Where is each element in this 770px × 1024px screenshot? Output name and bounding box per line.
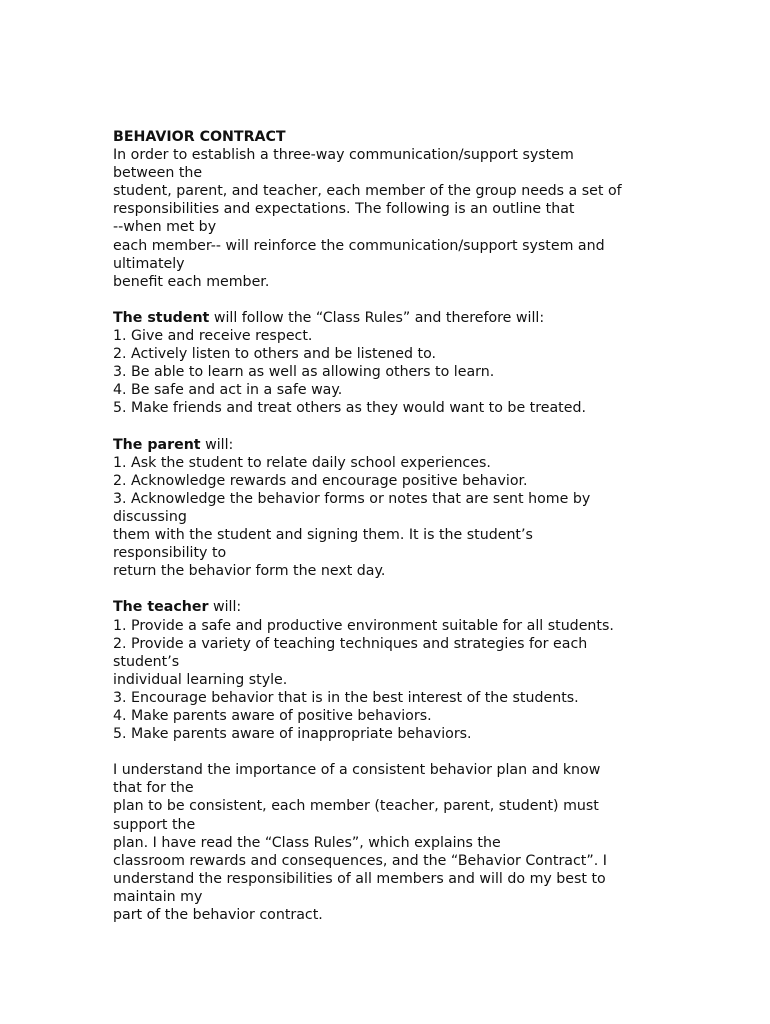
parent-heading xyxy=(113,436,673,454)
teacher-heading-bold: The teacher xyxy=(113,599,209,616)
intro-line: In order to establish a three-way communication/support system xyxy=(113,147,574,164)
parent-list-item: return the behavior form the next day. xyxy=(113,563,386,580)
intro-line: responsibilities and expectations. The following is an outline that xyxy=(113,201,575,218)
closing-line: plan. I have read the “Class Rules”, which explains the xyxy=(113,834,501,851)
closing-line: understand the responsibilities of all members and will do my best to xyxy=(113,870,606,887)
closing-line: I understand the importance of a consistent behavior plan and know xyxy=(113,762,601,779)
parent-heading-bold: The parent xyxy=(113,436,201,453)
closing-line: plan to be consistent, each member (teacher, parent, student) must xyxy=(113,798,599,815)
teacher-list-item: 3. Encourage behavior that is in the best interest of the students. xyxy=(113,689,579,706)
teacher-section xyxy=(113,598,673,743)
teacher-list-item: 1. Provide a safe and productive environment suitable for all students. xyxy=(113,617,614,634)
student-list-item: 5. Make friends and treat others as they would want to be treated. xyxy=(113,400,586,417)
intro-line: each member-- will reinforce the communication/support system and xyxy=(113,237,605,254)
document-body xyxy=(113,128,673,924)
paragraph-spacer xyxy=(113,291,673,309)
closing-paragraph xyxy=(113,761,673,924)
intro-line: ultimately xyxy=(113,255,185,272)
parent-list-item: them with the student and signing them. It is the student’s xyxy=(113,527,533,544)
intro-paragraph xyxy=(113,146,673,291)
teacher-list-item: 2. Provide a variety of teaching techniques and strategies for each xyxy=(113,635,588,652)
paragraph-spacer xyxy=(113,418,673,436)
teacher-list-item: individual learning style. xyxy=(113,671,288,688)
student-heading-rest: will follow the “Class Rules” and therefore will: xyxy=(209,309,545,326)
student-heading xyxy=(113,309,673,327)
parent-list-item: discussing xyxy=(113,508,187,525)
closing-line: that for the xyxy=(113,780,194,797)
intro-line: benefit each member. xyxy=(113,273,270,290)
intro-line: student, parent, and teacher, each member of the group needs a set of xyxy=(113,183,622,200)
parent-heading-rest: will: xyxy=(200,436,234,453)
student-list-item: 3. Be able to learn as well as allowing others to learn. xyxy=(113,364,495,381)
student-section xyxy=(113,309,673,418)
parent-list-item: responsibility to xyxy=(113,545,227,562)
closing-line: part of the behavior contract. xyxy=(113,907,323,924)
teacher-list-item: 5. Make parents aware of inappropriate behaviors. xyxy=(113,726,472,743)
teacher-list-item: 4. Make parents aware of positive behaviors. xyxy=(113,708,432,724)
teacher-heading-rest: will: xyxy=(208,599,242,616)
closing-line: classroom rewards and consequences, and the “Behavior Contract”. I xyxy=(113,852,607,869)
document-title: BEHAVIOR CONTRACT xyxy=(113,129,286,145)
closing-line: support the xyxy=(113,816,196,833)
parent-section xyxy=(113,436,673,581)
parent-list-item: 2. Acknowledge rewards and encourage positive behavior. xyxy=(113,472,528,489)
student-list-item: 1. Give and receive respect. xyxy=(113,328,313,345)
teacher-heading xyxy=(113,598,673,616)
paragraph-spacer xyxy=(113,580,673,598)
parent-list-item: 1. Ask the student to relate daily school experiences. xyxy=(113,454,491,471)
parent-list-item: 3. Acknowledge the behavior forms or notes that are sent home by xyxy=(113,490,591,507)
intro-line: --when met by xyxy=(113,219,217,236)
teacher-list-item: student’s xyxy=(113,653,180,670)
student-list-item: 2. Actively listen to others and be listened to. xyxy=(113,346,437,363)
closing-line: maintain my xyxy=(113,888,203,905)
intro-line: between the xyxy=(113,165,203,182)
student-heading-bold: The student xyxy=(113,309,210,326)
paragraph-spacer xyxy=(113,743,673,761)
student-list-item: 4. Be safe and act in a safe way. xyxy=(113,382,343,399)
